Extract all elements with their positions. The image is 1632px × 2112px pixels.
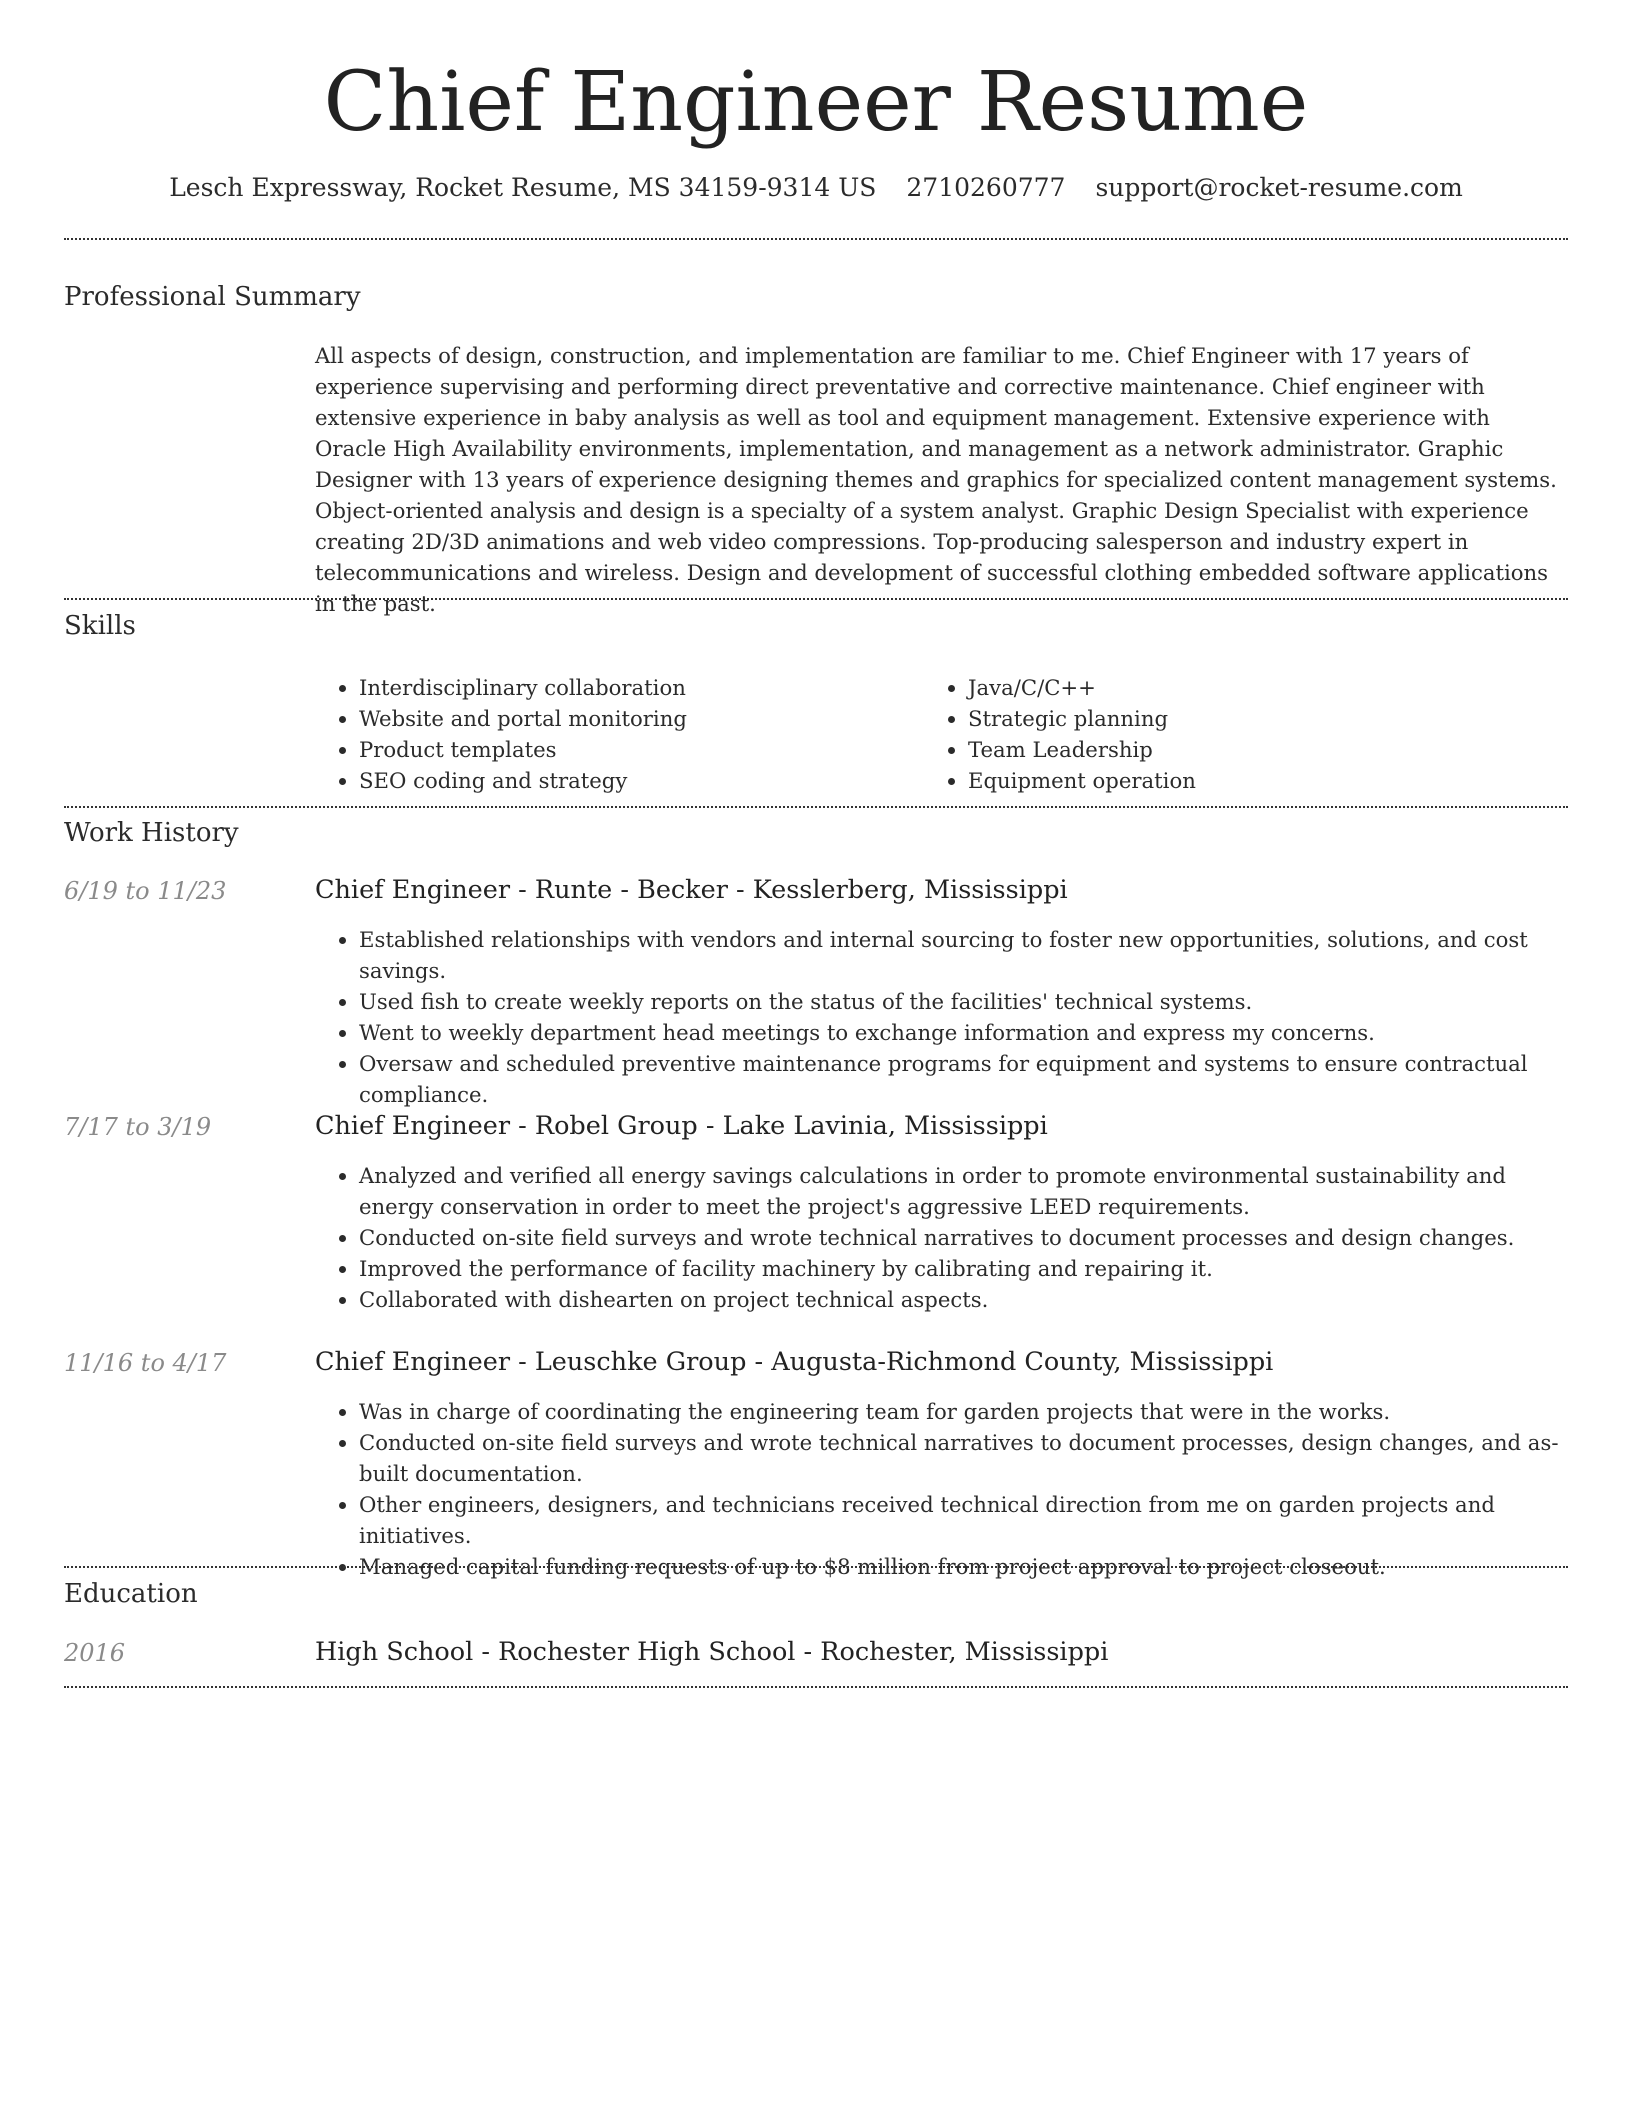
job-title: Chief Engineer - Leuschke Group - Augusta-Richmond County, Mississippi (315, 1347, 1274, 1377)
work-history-heading: Work History (64, 818, 239, 848)
divider (64, 806, 1568, 808)
education-title: High School - Rochester High School - Rochester, Mississippi (315, 1637, 1109, 1667)
education-date: 2016 (64, 1639, 126, 1667)
contact-phone: 2710260777 (906, 173, 1066, 202)
job-bullet: • Went to weekly department head meetings to exchange information and express my concerns. (359, 1017, 1567, 1048)
job-date: 11/16 to 4/17 (64, 1349, 227, 1377)
job-bullet: • Other engineers, designers, and technicians received technical direction from me on garden projects and initiatives. (359, 1489, 1567, 1551)
skills-column-right (924, 672, 1524, 796)
skill-item: • Product templates (359, 734, 915, 765)
job-bullet: • Collaborated with dishearten on project technical aspects. (359, 1284, 1567, 1315)
job-bullets (315, 1160, 1567, 1315)
job-date: 6/19 to 11/23 (64, 877, 227, 905)
skill-item: • Strategic planning (968, 703, 1524, 734)
job-bullet: • Established relationships with vendors and internal sourcing to foster new opportunities, solutions, and cost savings. (359, 924, 1567, 986)
divider (64, 238, 1568, 240)
contact-email: support@rocket-resume.com (1095, 173, 1463, 202)
job-title: Chief Engineer - Robel Group - Lake Lavinia, Mississippi (315, 1111, 1048, 1141)
divider (64, 1566, 1568, 1568)
resume-title: Chief Engineer Resume (323, 55, 1309, 150)
job-bullet: • Was in charge of coordinating the engineering team for garden projects that were in the works. (359, 1396, 1567, 1427)
skills-column-left (315, 672, 915, 796)
skill-item: • Website and portal monitoring (359, 703, 915, 734)
skill-item: • Equipment operation (968, 765, 1524, 796)
job-date: 7/17 to 3/19 (64, 1113, 212, 1141)
job-title: Chief Engineer - Runte - Becker - Kesslerberg, Mississippi (315, 875, 1068, 905)
skill-item: • Team Leadership (968, 734, 1524, 765)
job-bullets (315, 1396, 1567, 1582)
summary-heading: Professional Summary (64, 282, 361, 312)
job-bullet: • Used fish to create weekly reports on the status of the facilities' technical systems. (359, 986, 1567, 1017)
contact-address: Lesch Expressway, Rocket Resume, MS 34159-9314 US (169, 173, 877, 202)
job-bullet: • Conducted on-site field surveys and wrote technical narratives to document processes, design changes, and as-built documentation. (359, 1427, 1567, 1489)
skill-item: • Interdisciplinary collaboration (359, 672, 915, 703)
skill-item: • SEO coding and strategy (359, 765, 915, 796)
job-bullet: • Improved the performance of facility machinery by calibrating and repairing it. (359, 1253, 1567, 1284)
job-bullet: • Conducted on-site field surveys and wrote technical narratives to document processes and design changes. (359, 1222, 1567, 1253)
summary-text: All aspects of design, construction, and implementation are familiar to me. Chief Engineer with 17 years of experience supervising and performing direct preventative and corrective maintenance. Chief engineer with extensive experience in baby analysis as well as tool and equipment management. Extensive experience with Oracle High Availability environments, implementation, and management as a network administrator. Graphic Designer with 13 years of experience designing themes and graphics for specialized content management systems. Object-oriented analysis and design is a specialty of a system analyst. Graphic Design Specialist with experience creating 2D/3D animations and web video compressions. Top-producing salesperson and industry expert in telecommunications and wireless. Design and development of successful clothing embedded software applications in the past. (315, 343, 1557, 616)
contact-line (0, 170, 1632, 206)
skills-heading: Skills (64, 611, 136, 641)
job-bullets (315, 924, 1567, 1110)
skill-item: • Java/C/C++ (968, 672, 1524, 703)
divider (64, 1686, 1568, 1688)
job-bullet: • Oversaw and scheduled preventive maintenance programs for equipment and systems to ensure contractual compliance. (359, 1048, 1567, 1110)
education-heading: Education (64, 1579, 198, 1609)
divider (64, 598, 1568, 600)
job-bullet: • Managed capital funding requests of up to $8 million from project approval to project closeout. (359, 1551, 1567, 1582)
job-bullet: • Analyzed and verified all energy savings calculations in order to promote environmental sustainability and energy conservation in order to meet the project's aggressive LEED requirements. (359, 1160, 1567, 1222)
